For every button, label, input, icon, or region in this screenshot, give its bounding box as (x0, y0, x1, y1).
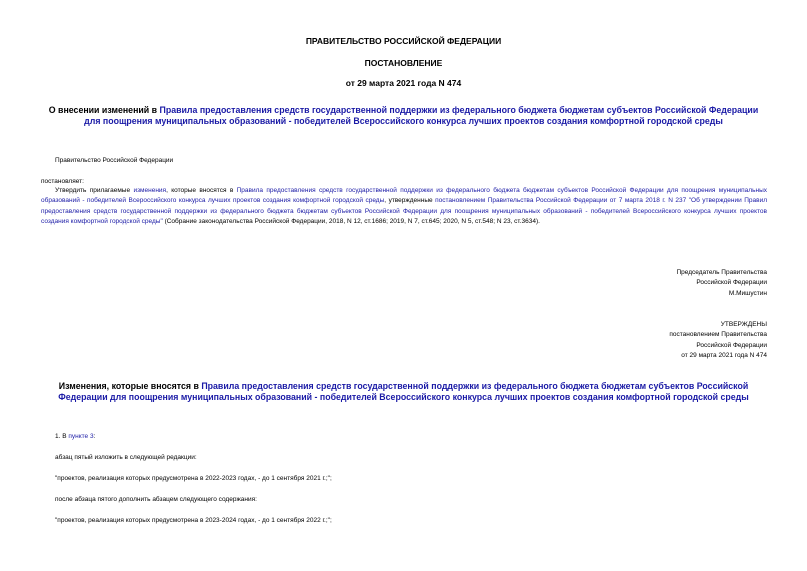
approval-block (567, 320, 767, 362)
paragraph-a: абзац пятый изложить в следующей редакции: (55, 454, 197, 461)
header-doc-type: ПОСТАНОВЛЕНИЕ (364, 58, 443, 68)
resolution-237-link[interactable]: постановлением Правительства Российской Федерации от 7 марта 2018 г. N 237 "Об утверждении Правил предоставления средств государственной поддержки из федерального бюджета бюджетам субъектов Российской Федерации для поощрения муниципальных образований - победителей Всероссийского конкурса лучших проектов создания комфортной городской среды" (41, 197, 768, 226)
changes-title-rules-link[interactable]: Правила предоставления средств государственной поддержки из федерального бюджета бюджетам субъектов Российской Федерации для поощрения муниципальных образований - победителей Всероссийского конкурса лучших проектов создания комфортной городской среды (58, 381, 749, 402)
approval-line2: постановлением Правительства (669, 331, 767, 339)
preamble-decrees: постановляет: (41, 178, 84, 185)
item-1 (55, 432, 95, 442)
body-part4: (Собрание законодательства Российской Федерации, 2018, N 12, ст.1686; 2019, N 7, ст.645; 2020, N 5, ст.548; N 23, ст.3634). (162, 218, 540, 226)
title-rules-link[interactable]: Правила предоставления средств государственной поддержки из федерального бюджета бюджетам субъектов Российской Федерации для поощрения муниципальных образований - победителей Всероссийского конкурса лучших проектов создания комфортной городской среды (84, 105, 759, 126)
signature-line2: Российской Федерации (696, 279, 767, 287)
document-title (42, 105, 765, 127)
approval-line1: УТВЕРЖДЕНЫ (720, 321, 767, 328)
changes-title (45, 381, 762, 403)
signature-block (567, 268, 767, 299)
paragraph-b: после абзаца пятого дополнить абзацем следующего содержания: (55, 496, 257, 503)
title-prefix: О внесении изменений в (48, 105, 160, 115)
approval-line4: от 29 марта 2021 года N 474 (681, 352, 767, 360)
changes-title-prefix: Изменения, которые вносятся в (58, 381, 202, 391)
signature-line1: Председатель Правительства (676, 269, 767, 276)
preamble-government: Правительство Российской Федерации (55, 157, 174, 164)
header-org: ПРАВИТЕЛЬСТВО РОССИЙСКОЙ ФЕДЕРАЦИИ (305, 36, 502, 46)
body-part2: , которые вносятся в (166, 187, 237, 194)
quote-a: "проектов, реализация которых предусмотрена в 2022-2023 годах, - до 1 сентября 2021 г.;"; (55, 475, 332, 482)
item1-prefix: 1. В (55, 433, 69, 440)
item1-point3-link[interactable]: пункте 3 (68, 433, 94, 440)
approval-line3: Российской Федерации (696, 341, 767, 349)
rules-link[interactable]: Правила предоставления средств государственной поддержки из федерального бюджета бюджетам субъектов Российской Федерации для поощрения муниципальных образований - победителей Всероссийского конкурса лучших проектов создания комфортной городской среды (41, 187, 767, 205)
quote-b: "проектов, реализация которых предусмотрена в 2023-2024 годах, - до 1 сентября 2022 г.;"; (55, 517, 332, 524)
header-date-number: от 29 марта 2021 года N 474 (345, 78, 462, 88)
body-part1: Утвердить прилагаемые (55, 187, 134, 194)
body-paragraph (41, 186, 767, 228)
item1-suffix: : (93, 433, 96, 440)
body-part3: , утвержденные (384, 197, 436, 205)
signature-line3: М.Мишустин (728, 289, 767, 297)
changes-link[interactable]: изменения (133, 187, 167, 194)
